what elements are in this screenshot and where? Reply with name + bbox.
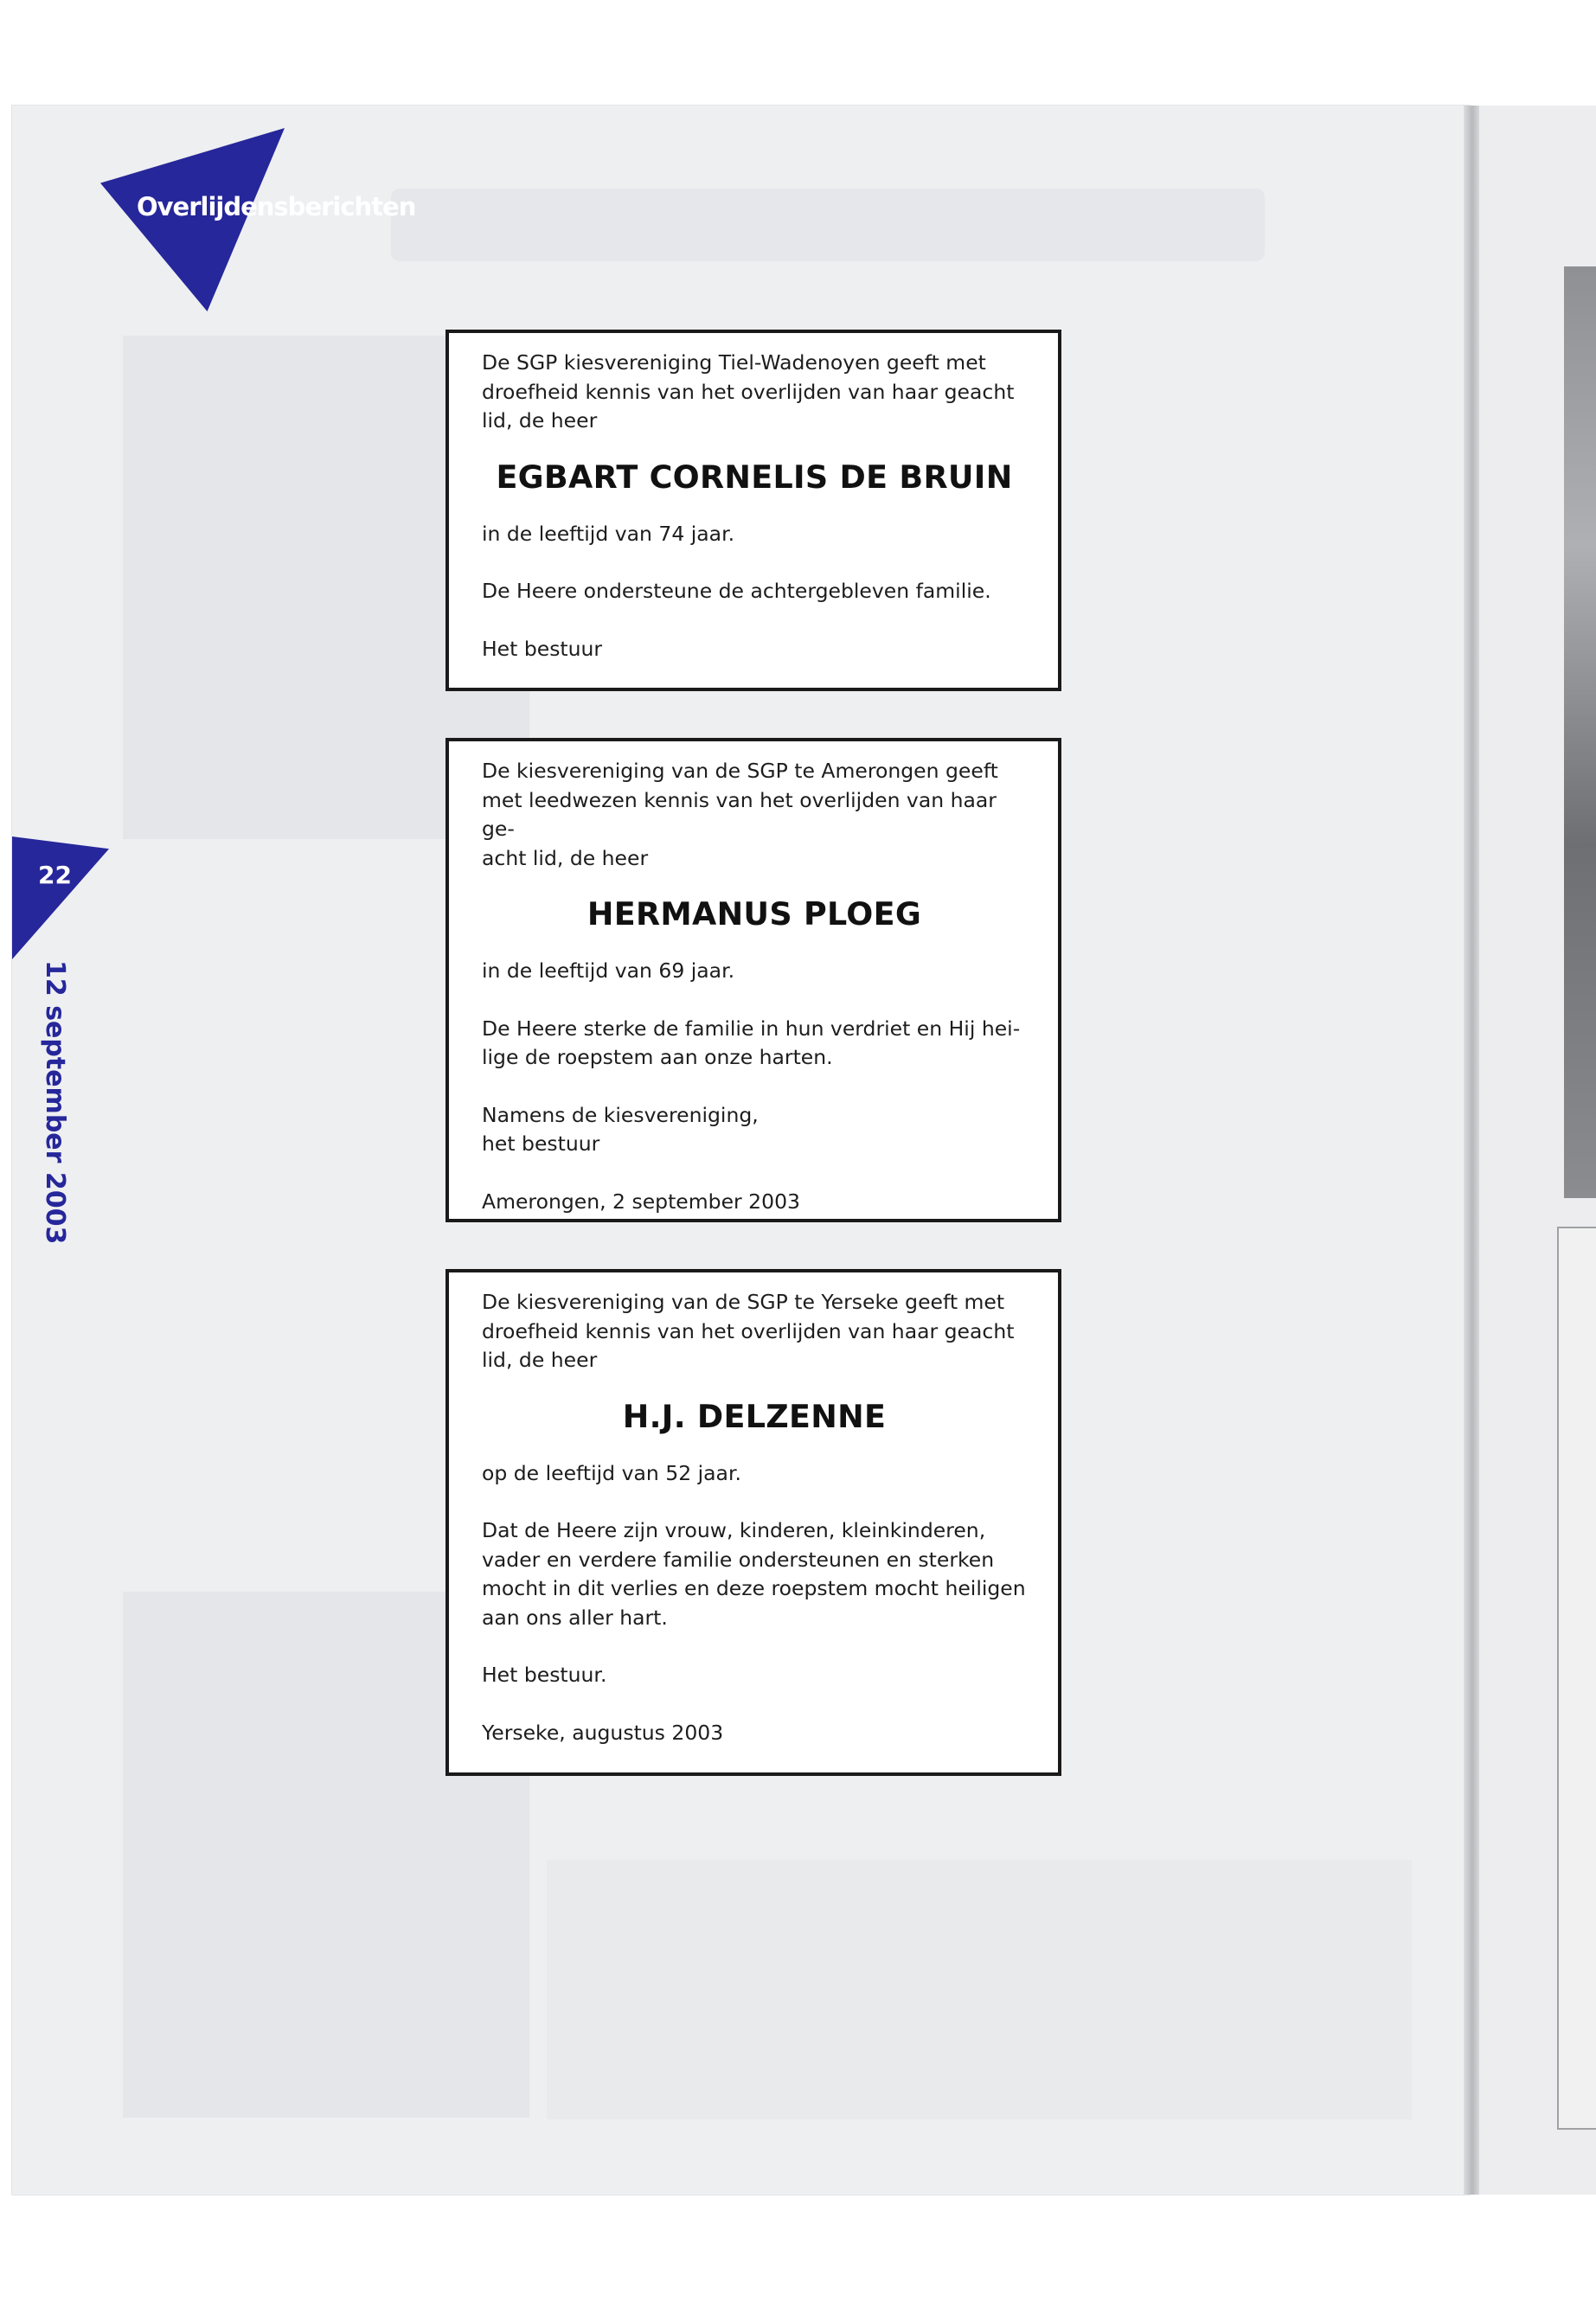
notice-wish [482,1015,1027,1073]
page-number: 22 [38,861,72,889]
wish-line: De Heere sterke de familie in hun verdriet en Hij hei- [482,1016,1021,1041]
notice-age: in de leeftijd van 74 jaar. [482,521,735,546]
show-through-photo [547,1860,1412,2119]
intro-line: lid, de heer [482,408,598,433]
notice-place-date: Yerseke, augustus 2003 [482,1720,724,1745]
notice-age: op de leeftijd van 52 jaar. [482,1460,741,1485]
notice-intro [482,349,1027,436]
deceased-name: H.J. DELZENNE [622,1397,887,1435]
wish-line: mocht in dit verlies en deze roepstem mocht heiligen [482,1576,1026,1600]
notice-intro [482,1288,1027,1375]
wish-line: lige de roepstem aan onze harten. [482,1045,833,1069]
deceased-name: HERMANUS PLOEG [586,895,922,933]
signature-line: Het bestuur [482,636,603,661]
notice-age: in de leeftijd van 69 jaar. [482,958,735,983]
page-spine [1464,106,1479,2195]
intro-line: De kiesvereniging van de SGP te Yerseke geeft met [482,1290,1005,1314]
show-through-heading [391,189,1265,261]
intro-line: met leedwezen kennis van het overlijden van haar ge- [482,787,997,841]
notice-signature [482,1661,1027,1690]
deceased-name: EGBART CORNELIS DE BRUIN [496,458,1013,496]
intro-line: droefheid kennis van het overlijden van haar geacht [482,1318,1015,1343]
obituary-notice [445,330,1061,691]
notice-wish [482,577,1027,606]
issue-date: 12 september 2003 [40,960,70,1245]
wish-line: vader en verdere familie ondersteunen en sterken [482,1547,995,1572]
intro-line: acht lid, de heer [482,845,649,870]
intro-line: lid, de heer [482,1348,598,1372]
notice-place-date: Amerongen, 2 september 2003 [482,1189,800,1214]
facing-page-image-strip [1564,266,1596,1198]
obituary-notice [445,1269,1061,1776]
obituary-notice [445,738,1061,1222]
signature-line: Het bestuur. [482,1663,607,1687]
notice-signature [482,635,1027,664]
notice-wish [482,1516,1027,1632]
intro-line: De SGP kiesvereniging Tiel-Wadenoyen geeft met [482,350,986,375]
intro-line: droefheid kennis van het overlijden van haar geacht [482,379,1015,404]
wish-line: De Heere ondersteune de achtergebleven familie. [482,579,991,603]
notice-signature [482,1101,1027,1159]
notice-intro [482,757,1027,873]
intro-line: De kiesvereniging van de SGP te Amerongen geeft [482,759,998,783]
wish-line: aan ons aller hart. [482,1605,668,1630]
signature-line: Namens de kiesvereniging, [482,1102,759,1127]
section-title: Overlijdensberichten [137,192,416,221]
wish-line: Dat de Heere zijn vrouw, kinderen, kleinkinderen, [482,1518,986,1542]
facing-page-box [1557,1227,1596,2130]
signature-line: het bestuur [482,1131,600,1156]
